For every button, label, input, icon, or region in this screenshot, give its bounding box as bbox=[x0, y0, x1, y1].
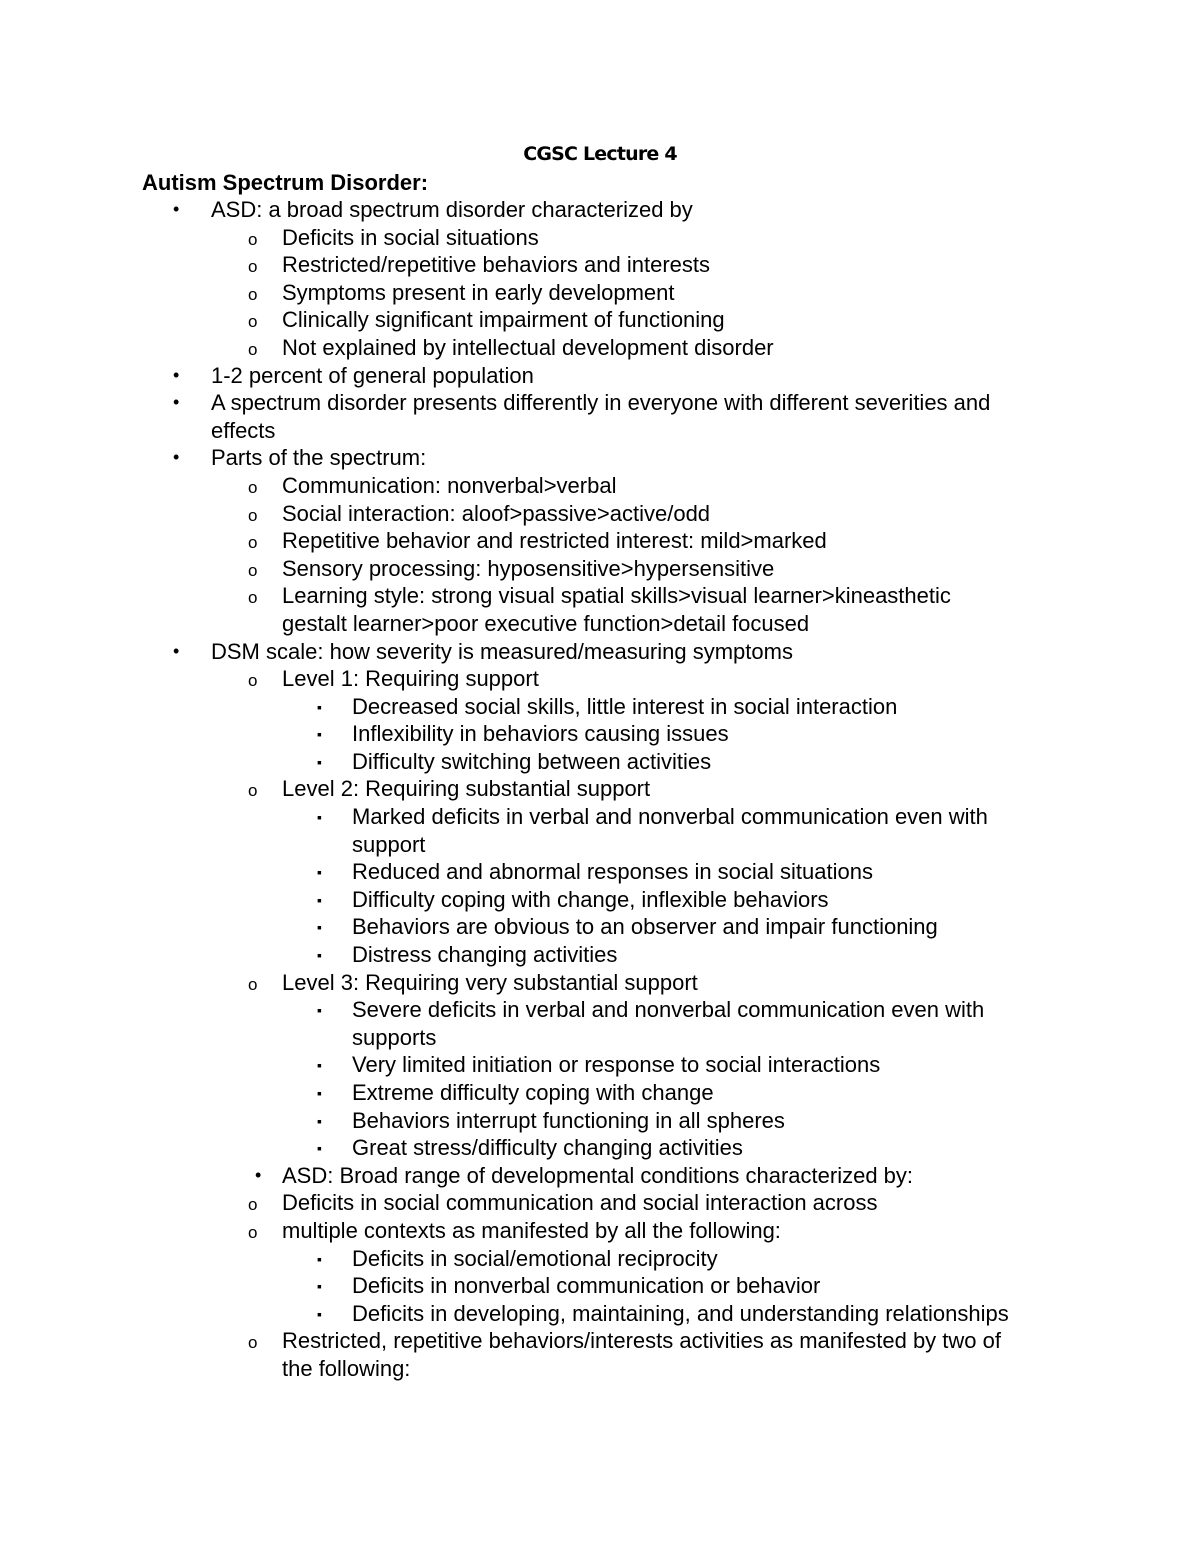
list-item bbox=[0, 389, 1200, 417]
bullet-marker-icon: o bbox=[248, 229, 258, 249]
list-item bbox=[0, 1272, 1200, 1300]
list-item-text: 1-2 percent of general population bbox=[211, 362, 534, 388]
bullet-marker-icon: • bbox=[173, 199, 180, 219]
list-item-text: Distress changing activities bbox=[352, 942, 618, 968]
bullet-marker-icon: ▪ bbox=[317, 1250, 322, 1267]
list-item bbox=[0, 279, 1200, 307]
list-item bbox=[0, 444, 1200, 472]
bullet-marker-icon: o bbox=[248, 257, 258, 277]
bullet-marker-icon: ▪ bbox=[317, 891, 322, 908]
list-item bbox=[0, 224, 1200, 252]
bullet-marker-icon: ▪ bbox=[317, 864, 322, 881]
bullet-marker-icon: ▪ bbox=[317, 698, 322, 715]
list-item-text: Restricted/repetitive behaviors and interests bbox=[282, 252, 710, 278]
bullet-marker-icon: ▪ bbox=[317, 919, 322, 936]
bullet-marker-icon: o bbox=[248, 974, 258, 994]
list-item-text: A spectrum disorder presents differently in everyone with different severities and bbox=[211, 390, 991, 416]
list-item-text: Behaviors interrupt functioning in all spheres bbox=[352, 1107, 785, 1133]
bullet-marker-icon: • bbox=[173, 364, 180, 385]
list-item-text: ASD: a broad spectrum disorder characterized by bbox=[211, 197, 693, 222]
list-item bbox=[0, 1051, 1200, 1079]
bullet-marker-icon: ▪ bbox=[317, 1085, 322, 1101]
list-item-text: Not explained by intellectual development disorder bbox=[282, 334, 774, 360]
bullet-marker-icon: o bbox=[248, 284, 258, 304]
bullet-marker-icon: ▪ bbox=[317, 1057, 322, 1074]
list-item-text: DSM scale: how severity is measured/measuring symptoms bbox=[211, 638, 793, 664]
list-item-text: gestalt learner>poor executive function>detail focused bbox=[282, 610, 810, 636]
bullet-marker-icon: o bbox=[248, 505, 258, 525]
section-heading: Autism Spectrum Disorder: bbox=[142, 170, 429, 195]
list-item bbox=[0, 748, 1200, 776]
bullet-marker-icon: • bbox=[255, 1164, 262, 1185]
list-item bbox=[0, 582, 1200, 610]
list-item-text: Repetitive behavior and restricted interest: mild>marked bbox=[282, 528, 827, 554]
list-item-text: Deficits in social situations bbox=[282, 224, 539, 250]
list-item-text: Severe deficits in verbal and nonverbal communication even with bbox=[352, 997, 985, 1023]
page-title: CGSC Lecture 4 bbox=[523, 143, 677, 165]
list-item bbox=[0, 1327, 1200, 1355]
bullet-marker-icon: o bbox=[248, 312, 258, 332]
bullet-marker-icon: o bbox=[248, 1333, 258, 1353]
list-item-text: Great stress/difficulty changing activities bbox=[352, 1135, 743, 1161]
list-item-text: effects bbox=[211, 417, 276, 443]
list-item bbox=[0, 1162, 1200, 1190]
list-item bbox=[0, 665, 1200, 693]
list-item-text: supports bbox=[352, 1024, 437, 1050]
bullet-marker-icon: o bbox=[248, 560, 258, 580]
list-item-text: Extreme difficulty coping with change bbox=[352, 1080, 714, 1105]
list-item bbox=[0, 1300, 1200, 1328]
list-item-text: Inflexibility in behaviors causing issues bbox=[352, 721, 729, 747]
list-item-text: Clinically significant impairment of functioning bbox=[282, 307, 725, 333]
list-item bbox=[0, 913, 1200, 941]
list-item bbox=[0, 1355, 1200, 1383]
bullet-marker-icon: o bbox=[248, 588, 258, 608]
bullet-list bbox=[0, 196, 1200, 1383]
list-item bbox=[0, 1079, 1200, 1107]
list-item bbox=[0, 527, 1200, 555]
list-item bbox=[0, 334, 1200, 362]
list-item bbox=[0, 996, 1200, 1024]
list-item-text: Deficits in social communication and social interaction across bbox=[282, 1190, 878, 1216]
list-item bbox=[0, 1024, 1200, 1052]
list-item bbox=[0, 472, 1200, 500]
list-item-text: multiple contexts as manifested by all the following: bbox=[282, 1217, 781, 1243]
bullet-marker-icon: ▪ bbox=[317, 1002, 322, 1019]
bullet-marker-icon: • bbox=[173, 447, 180, 468]
list-item-text: support bbox=[352, 831, 426, 857]
list-item bbox=[0, 858, 1200, 886]
list-item-text: Restricted, repetitive behaviors/interests activities as manifested by two of bbox=[282, 1328, 1001, 1354]
list-item-text: Level 1: Requiring support bbox=[282, 666, 539, 692]
bullet-marker-icon: ▪ bbox=[317, 1112, 322, 1129]
bullet-marker-icon: o bbox=[248, 1222, 258, 1242]
bullet-marker-icon: ▪ bbox=[317, 753, 322, 770]
list-item bbox=[0, 969, 1200, 997]
bullet-marker-icon: ▪ bbox=[317, 1278, 322, 1295]
list-item-text: Very limited initiation or response to social interactions bbox=[352, 1052, 881, 1078]
list-item-text: Sensory processing: hyposensitive>hypersensitive bbox=[282, 555, 775, 581]
list-item-text: Learning style: strong visual spatial skills>visual learner>kineasthetic bbox=[282, 583, 951, 609]
list-item-text: ASD: Broad range of developmental conditions characterized by: bbox=[282, 1162, 914, 1188]
list-item-text: Level 3: Requiring very substantial support bbox=[282, 969, 698, 995]
list-item-text: Symptoms present in early development bbox=[282, 279, 675, 305]
list-item bbox=[0, 610, 1200, 638]
list-item-text: Marked deficits in verbal and nonverbal communication even with bbox=[352, 804, 988, 830]
list-item bbox=[0, 251, 1200, 279]
bullet-marker-icon: o bbox=[248, 339, 258, 359]
list-item bbox=[0, 362, 1200, 390]
list-item bbox=[0, 886, 1200, 914]
list-item bbox=[0, 803, 1200, 831]
list-item-text: Difficulty coping with change, inflexible behaviors bbox=[352, 886, 829, 912]
bullet-marker-icon: • bbox=[173, 392, 180, 413]
list-item-text: Social interaction: aloof>passive>active/odd bbox=[282, 500, 711, 526]
list-item bbox=[0, 1107, 1200, 1135]
list-item-text: Behaviors are obvious to an observer and impair functioning bbox=[352, 914, 938, 940]
list-item bbox=[0, 196, 1200, 224]
bullet-marker-icon: o bbox=[248, 477, 258, 497]
list-item bbox=[0, 693, 1200, 721]
bullet-marker-icon: ▪ bbox=[317, 1140, 322, 1157]
list-item bbox=[0, 1189, 1200, 1217]
list-item-text: the following: bbox=[282, 1355, 411, 1381]
list-item-text: Communication: nonverbal>verbal bbox=[282, 472, 617, 498]
list-item-text: Reduced and abnormal responses in social situations bbox=[352, 859, 873, 885]
bullet-marker-icon: ▪ bbox=[317, 809, 322, 826]
list-item bbox=[0, 500, 1200, 528]
list-item bbox=[0, 555, 1200, 583]
list-item bbox=[0, 1245, 1200, 1273]
bullet-marker-icon: o bbox=[248, 533, 258, 553]
bullet-marker-icon: ▪ bbox=[317, 947, 322, 964]
list-item-text: Deficits in developing, maintaining, and understanding relationships bbox=[352, 1300, 1009, 1326]
list-item bbox=[0, 720, 1200, 748]
list-item bbox=[0, 831, 1200, 859]
bullet-marker-icon: ▪ bbox=[317, 726, 322, 743]
bullet-marker-icon: o bbox=[248, 671, 258, 691]
list-item bbox=[0, 775, 1200, 803]
list-item-text: Deficits in nonverbal communication or behavior bbox=[352, 1273, 821, 1299]
list-item bbox=[0, 941, 1200, 969]
list-item bbox=[0, 417, 1200, 445]
list-item bbox=[0, 638, 1200, 666]
list-item-text: Difficulty switching between activities bbox=[352, 748, 712, 774]
bullet-marker-icon: o bbox=[248, 1195, 258, 1215]
list-item bbox=[0, 306, 1200, 334]
list-item-text: Parts of the spectrum: bbox=[211, 445, 427, 471]
list-item-text: Deficits in social/emotional reciprocity bbox=[352, 1245, 718, 1271]
bullet-marker-icon: ▪ bbox=[317, 1305, 322, 1322]
bullet-marker-icon: o bbox=[248, 781, 258, 801]
list-item bbox=[0, 1134, 1200, 1162]
list-item-text: Level 2: Requiring substantial support bbox=[282, 776, 651, 802]
bullet-marker-icon: • bbox=[173, 640, 180, 661]
list-item bbox=[0, 1217, 1200, 1245]
list-item-text: Decreased social skills, little interest in social interaction bbox=[352, 693, 898, 719]
